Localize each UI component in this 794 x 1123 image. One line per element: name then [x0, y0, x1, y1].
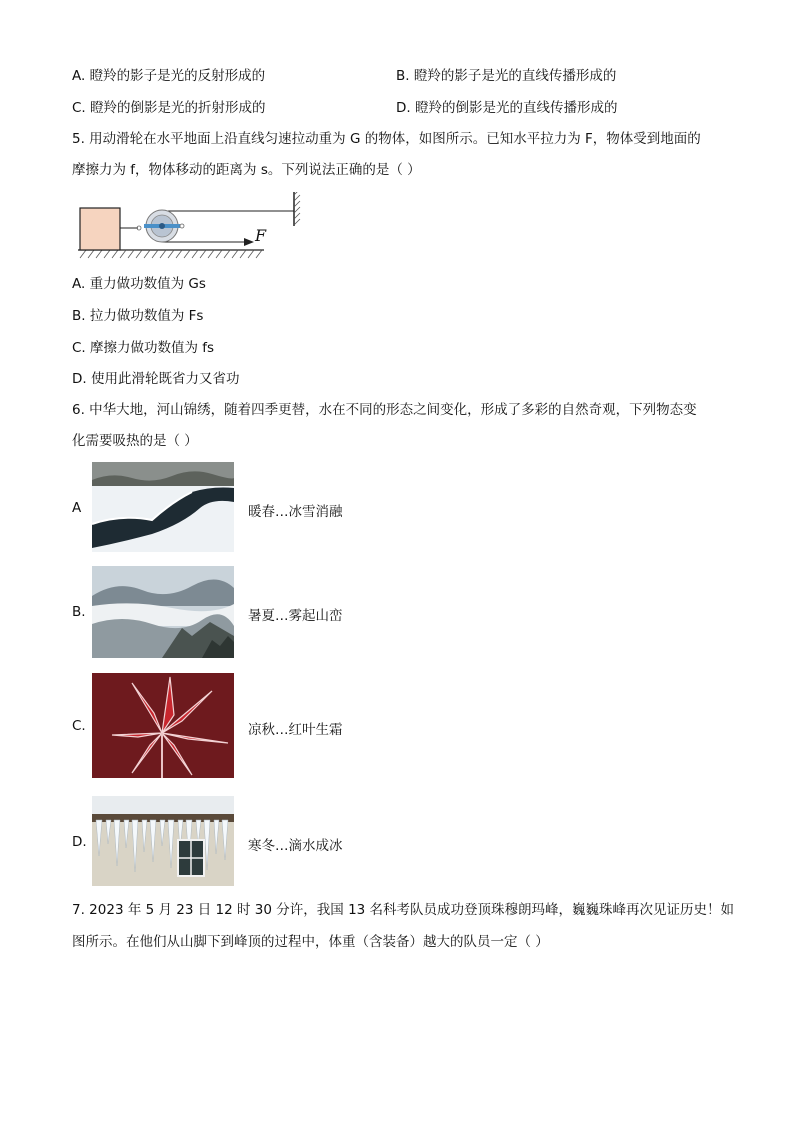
snow-river-photo	[92, 462, 234, 552]
q4-option-d: D. 瞪羚的倒影是光的直线传播形成的	[396, 100, 618, 116]
q6-item-a-caption: 暖春…冰雪消融	[248, 504, 343, 520]
q5-pulley-figure	[72, 192, 312, 264]
q5-option-b: B. 拉力做功数值为 Fs	[72, 308, 204, 324]
q6-item-b-label: B.	[72, 604, 86, 620]
q5-stem-line1: 5. 用动滑轮在水平地面上沿直线匀速拉动重为 G 的物体，如图所示。已知水平拉力为 F，物体受到地面的	[72, 131, 701, 147]
q5-option-d: D. 使用此滑轮既省力又省功	[72, 371, 240, 387]
q5-stem-line2: 摩擦力为 f，物体移动的距离为 s。下列说法正确的是（ ）	[72, 162, 421, 178]
q6-stem-line1: 6. 中华大地，河山锦绣，随着四季更替，水在不同的形态之间变化，形成了多彩的自然奇观，下列物态变	[72, 402, 697, 418]
frost-red-leaf-photo	[92, 673, 234, 778]
q6-item-d-caption: 寒冬…滴水成冰	[248, 838, 343, 854]
fog-mountains-photo	[92, 566, 234, 658]
q6-item-c-label: C.	[72, 718, 86, 734]
q4-option-a: A. 瞪羚的影子是光的反射形成的	[72, 68, 266, 84]
q7-stem-line2: 图所示。在他们从山脚下到峰顶的过程中，体重（含装备）越大的队员一定（ ）	[72, 934, 549, 950]
q6-item-b-caption: 暑夏…雾起山峦	[248, 608, 343, 624]
q5-option-a: A. 重力做功数值为 Gs	[72, 276, 206, 292]
q6-item-d-label: D.	[72, 834, 87, 850]
q5-option-c: C. 摩擦力做功数值为 fs	[72, 340, 215, 356]
q6-item-a-label: A	[72, 500, 82, 516]
force-f-label: F	[255, 226, 267, 245]
q6-item-c-caption: 凉秋…红叶生霜	[248, 722, 343, 738]
q4-option-c: C. 瞪羚的倒影是光的折射形成的	[72, 100, 266, 116]
q4-option-b: B. 瞪羚的影子是光的直线传播形成的	[396, 68, 617, 84]
q7-stem-line1: 7. 2023 年 5 月 23 日 12 时 30 分许，我国 13 名科考队员成功登顶珠穆朗玛峰，巍巍珠峰再次见证历史！如	[72, 902, 735, 918]
icicles-photo	[92, 796, 234, 886]
q6-stem-line2: 化需要吸热的是（ ）	[72, 433, 198, 449]
